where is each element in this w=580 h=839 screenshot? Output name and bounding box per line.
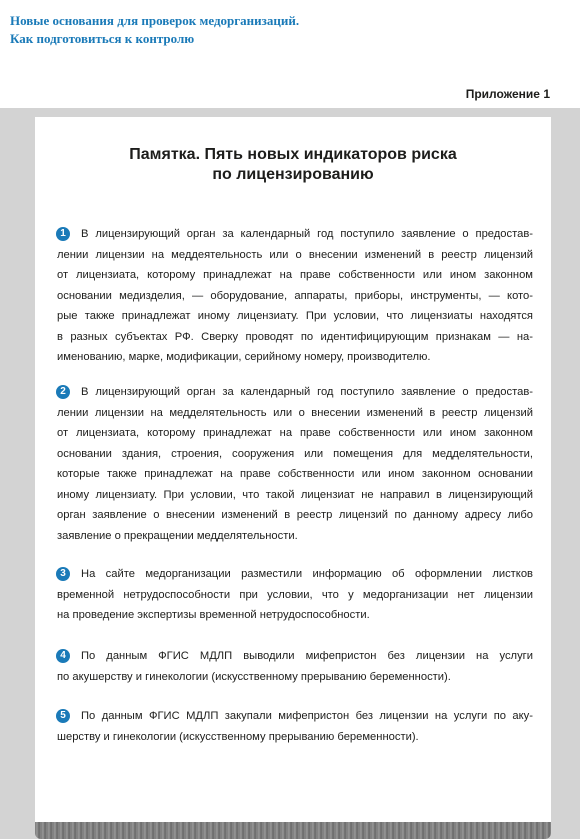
memo-item-text-line: В лицензирующий орган за календарный год поступило заявление о предостав- (81, 228, 533, 240)
item-number-badge: 2 (56, 385, 70, 399)
running-header (10, 12, 410, 48)
memo-item-text-line: по акушерству и гинекологии (искусственному прерыванию беременности). (57, 670, 451, 683)
item-number-badge: 3 (56, 567, 70, 581)
memo-item-text-line: На сайте медорганизации разместили информацию об оформлении листков (81, 568, 533, 580)
memo-item (57, 224, 533, 368)
memo-item-text-line: рые также принадлежат иному лицензиату. При условии, что лицензиаты находятся (57, 310, 533, 322)
memo-item-text-line: иному лицензиату. При условии, что такой лицензиат не направил в лицензирующий (57, 488, 533, 501)
paper-edge-shadow (35, 822, 551, 839)
memo-item-text-line: По данным ФГИС МДЛП закупали мифепристон без лицензии на услуги по аку- (81, 710, 533, 722)
memo-item-text-line: которые также принадлежат на праве собственности или ином законном основании (57, 468, 533, 480)
running-header-line-2: Как подготовиться к контролю (10, 31, 195, 46)
memo-title (35, 145, 551, 185)
memo-item-text-line: на проведение экспертизы временной нетрудоспособности. (57, 609, 370, 621)
appendix-label: Приложение 1 (465, 87, 550, 101)
item-number-badge: 4 (56, 649, 70, 663)
memo-title-line-2: по лицензированию (212, 166, 374, 183)
memo-item-text-line: заявление о прекращении медделятельности. (57, 529, 298, 542)
memo-item-text-line: основании медизделия, — оборудование, аппараты, приборы, инструменты, — кото- (57, 289, 533, 302)
memo-item-text-line: шерству и гинекологии (искусственному прерыванию беременности). (57, 730, 419, 743)
memo-item (57, 646, 533, 687)
running-header-line-1: Новые основания для проверок медорганизаций. (10, 13, 300, 28)
memo-item (57, 382, 533, 546)
memo-item (57, 706, 533, 747)
memo-title-line-1: Памятка. Пять новых индикаторов риска (129, 146, 457, 163)
memo-item-text-line: в разных субъектах РФ. Сверку проводят по идентифицирующим признакам — на- (57, 330, 533, 343)
memo-item (57, 564, 533, 626)
memo-item-text-line: от лицензиата, которому принадлежат на праве собственности или ином законном (57, 427, 533, 439)
memo-item-text-line: По данным ФГИС МДЛП выводили мифепристон без лицензии на услуги (81, 650, 533, 662)
memo-item-text-line: именованию, марке, модификации, серийному номеру, производителю. (57, 351, 431, 363)
item-number-badge: 5 (56, 709, 70, 723)
memo-item-text-line: орган заявление о внесении изменений в реестр лицензий по данному адресу либо (57, 509, 533, 521)
memo-item-text-line: лении лицензии на медделятельность или о внесении изменений в реестр лицензий (57, 406, 533, 419)
memo-item-text-line: основании здания, строения, сооружения или помещения для медделятельности, (57, 447, 533, 460)
memo-item-text-line: В лицензирующий орган за календарный год поступило заявление о предостав- (81, 386, 533, 398)
memo-item-text-line: временной нетрудоспособности при условии, что у медорганизации нет лицензии (57, 588, 533, 601)
memo-item-text-line: лении лицензии на меддеятельность или о внесении изменений в реестр лицензий (57, 248, 533, 261)
memo-item-text-line: от лицензиата, которому принадлежат на праве собственности или ином законном (57, 269, 533, 281)
item-number-badge: 1 (56, 227, 70, 241)
